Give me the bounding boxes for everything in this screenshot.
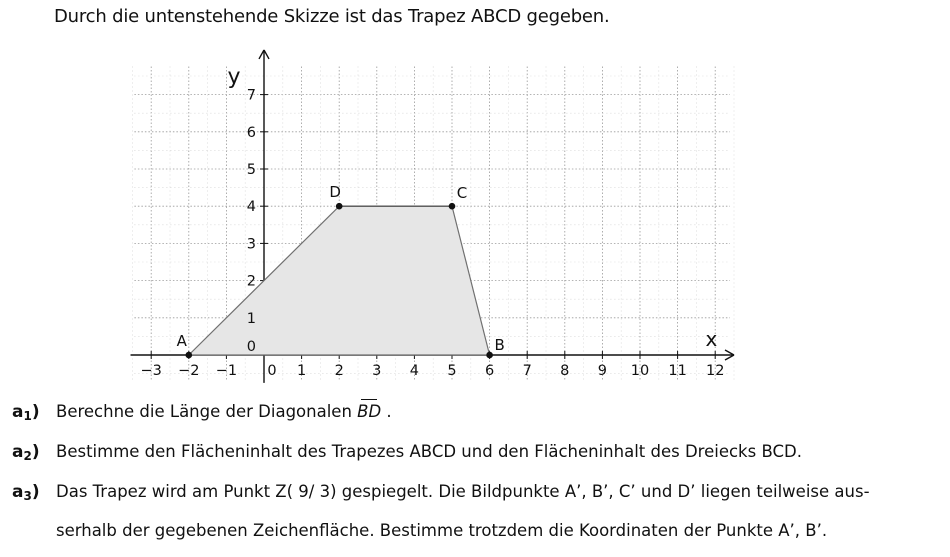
task-a2-text: Bestimme den Flächeninhalt des Trapezes ABCD und den Flächeninhalt des Dreiecks BCD. — [56, 442, 802, 461]
point-b — [486, 352, 493, 359]
x-tick-label: −1 — [215, 363, 238, 379]
x-tick-label: 5 — [447, 363, 457, 379]
y-tick-label: 4 — [246, 199, 256, 216]
x-tick-label: 1 — [296, 363, 307, 379]
x-tick-label: 0 — [267, 363, 277, 379]
y-tick-label: 7 — [246, 87, 256, 104]
intro-text: Durch die untenstehende Skizze ist das Trapez ABCD gegeben. — [54, 6, 610, 27]
trapezoid-abcd — [189, 206, 490, 355]
point-d — [336, 203, 343, 210]
x-tick-label: −2 — [178, 363, 200, 379]
x-tick-label: 6 — [484, 363, 495, 379]
point-c — [449, 203, 456, 210]
point-label-d: D — [329, 183, 341, 202]
segment-bd: BD — [357, 402, 382, 421]
y-tick-label: 5 — [246, 162, 256, 178]
origin-label: 0 — [246, 339, 256, 355]
x-tick-label: 8 — [560, 363, 570, 379]
x-tick-label: 7 — [522, 363, 532, 379]
x-tick-label: 3 — [372, 363, 382, 379]
point-a — [186, 352, 193, 359]
x-axis-label: x — [705, 327, 718, 351]
x-tick-label: 10 — [630, 363, 650, 379]
task-a2-label: $a_2$) — [12, 442, 40, 463]
task-a3-text: Das Trapez wird am Punkt Z( 9/ 3) gespiegelt. Die Bildpunkte A’, B’, C’ und D’ liegen teilweise aus- — [56, 482, 870, 501]
y-axis-label: y — [227, 64, 241, 90]
trapezoid — [186, 203, 493, 358]
point-label-a: A — [176, 332, 187, 350]
x-tick-label: 9 — [597, 363, 608, 379]
task-a3-text-2: serhalb der gegebenen Zeichenfläche. Bestimme trotzdem die Koordinaten der Punkte A’, B’. — [56, 521, 828, 540]
y-tick-label: 3 — [246, 236, 256, 253]
x-tick-label: 11 — [668, 363, 687, 379]
x-tick-label: 4 — [409, 363, 420, 379]
point-label-c: C — [456, 184, 468, 203]
x-tick-label: −3 — [140, 363, 162, 379]
y-tick-label: 6 — [246, 124, 256, 141]
task-a3-label: $a_3$) — [12, 482, 40, 503]
x-tick-label: 12 — [705, 363, 725, 379]
y-tick-label: 2 — [246, 273, 256, 290]
point-label-b: B — [494, 336, 505, 354]
task-a1-text: Berechne die Länge der Diagonalen BD . — [56, 402, 392, 421]
y-tick-label: 1 — [246, 310, 256, 327]
x-tick-label: 2 — [334, 363, 344, 379]
task-a1-label: $a_1$) — [12, 402, 40, 423]
